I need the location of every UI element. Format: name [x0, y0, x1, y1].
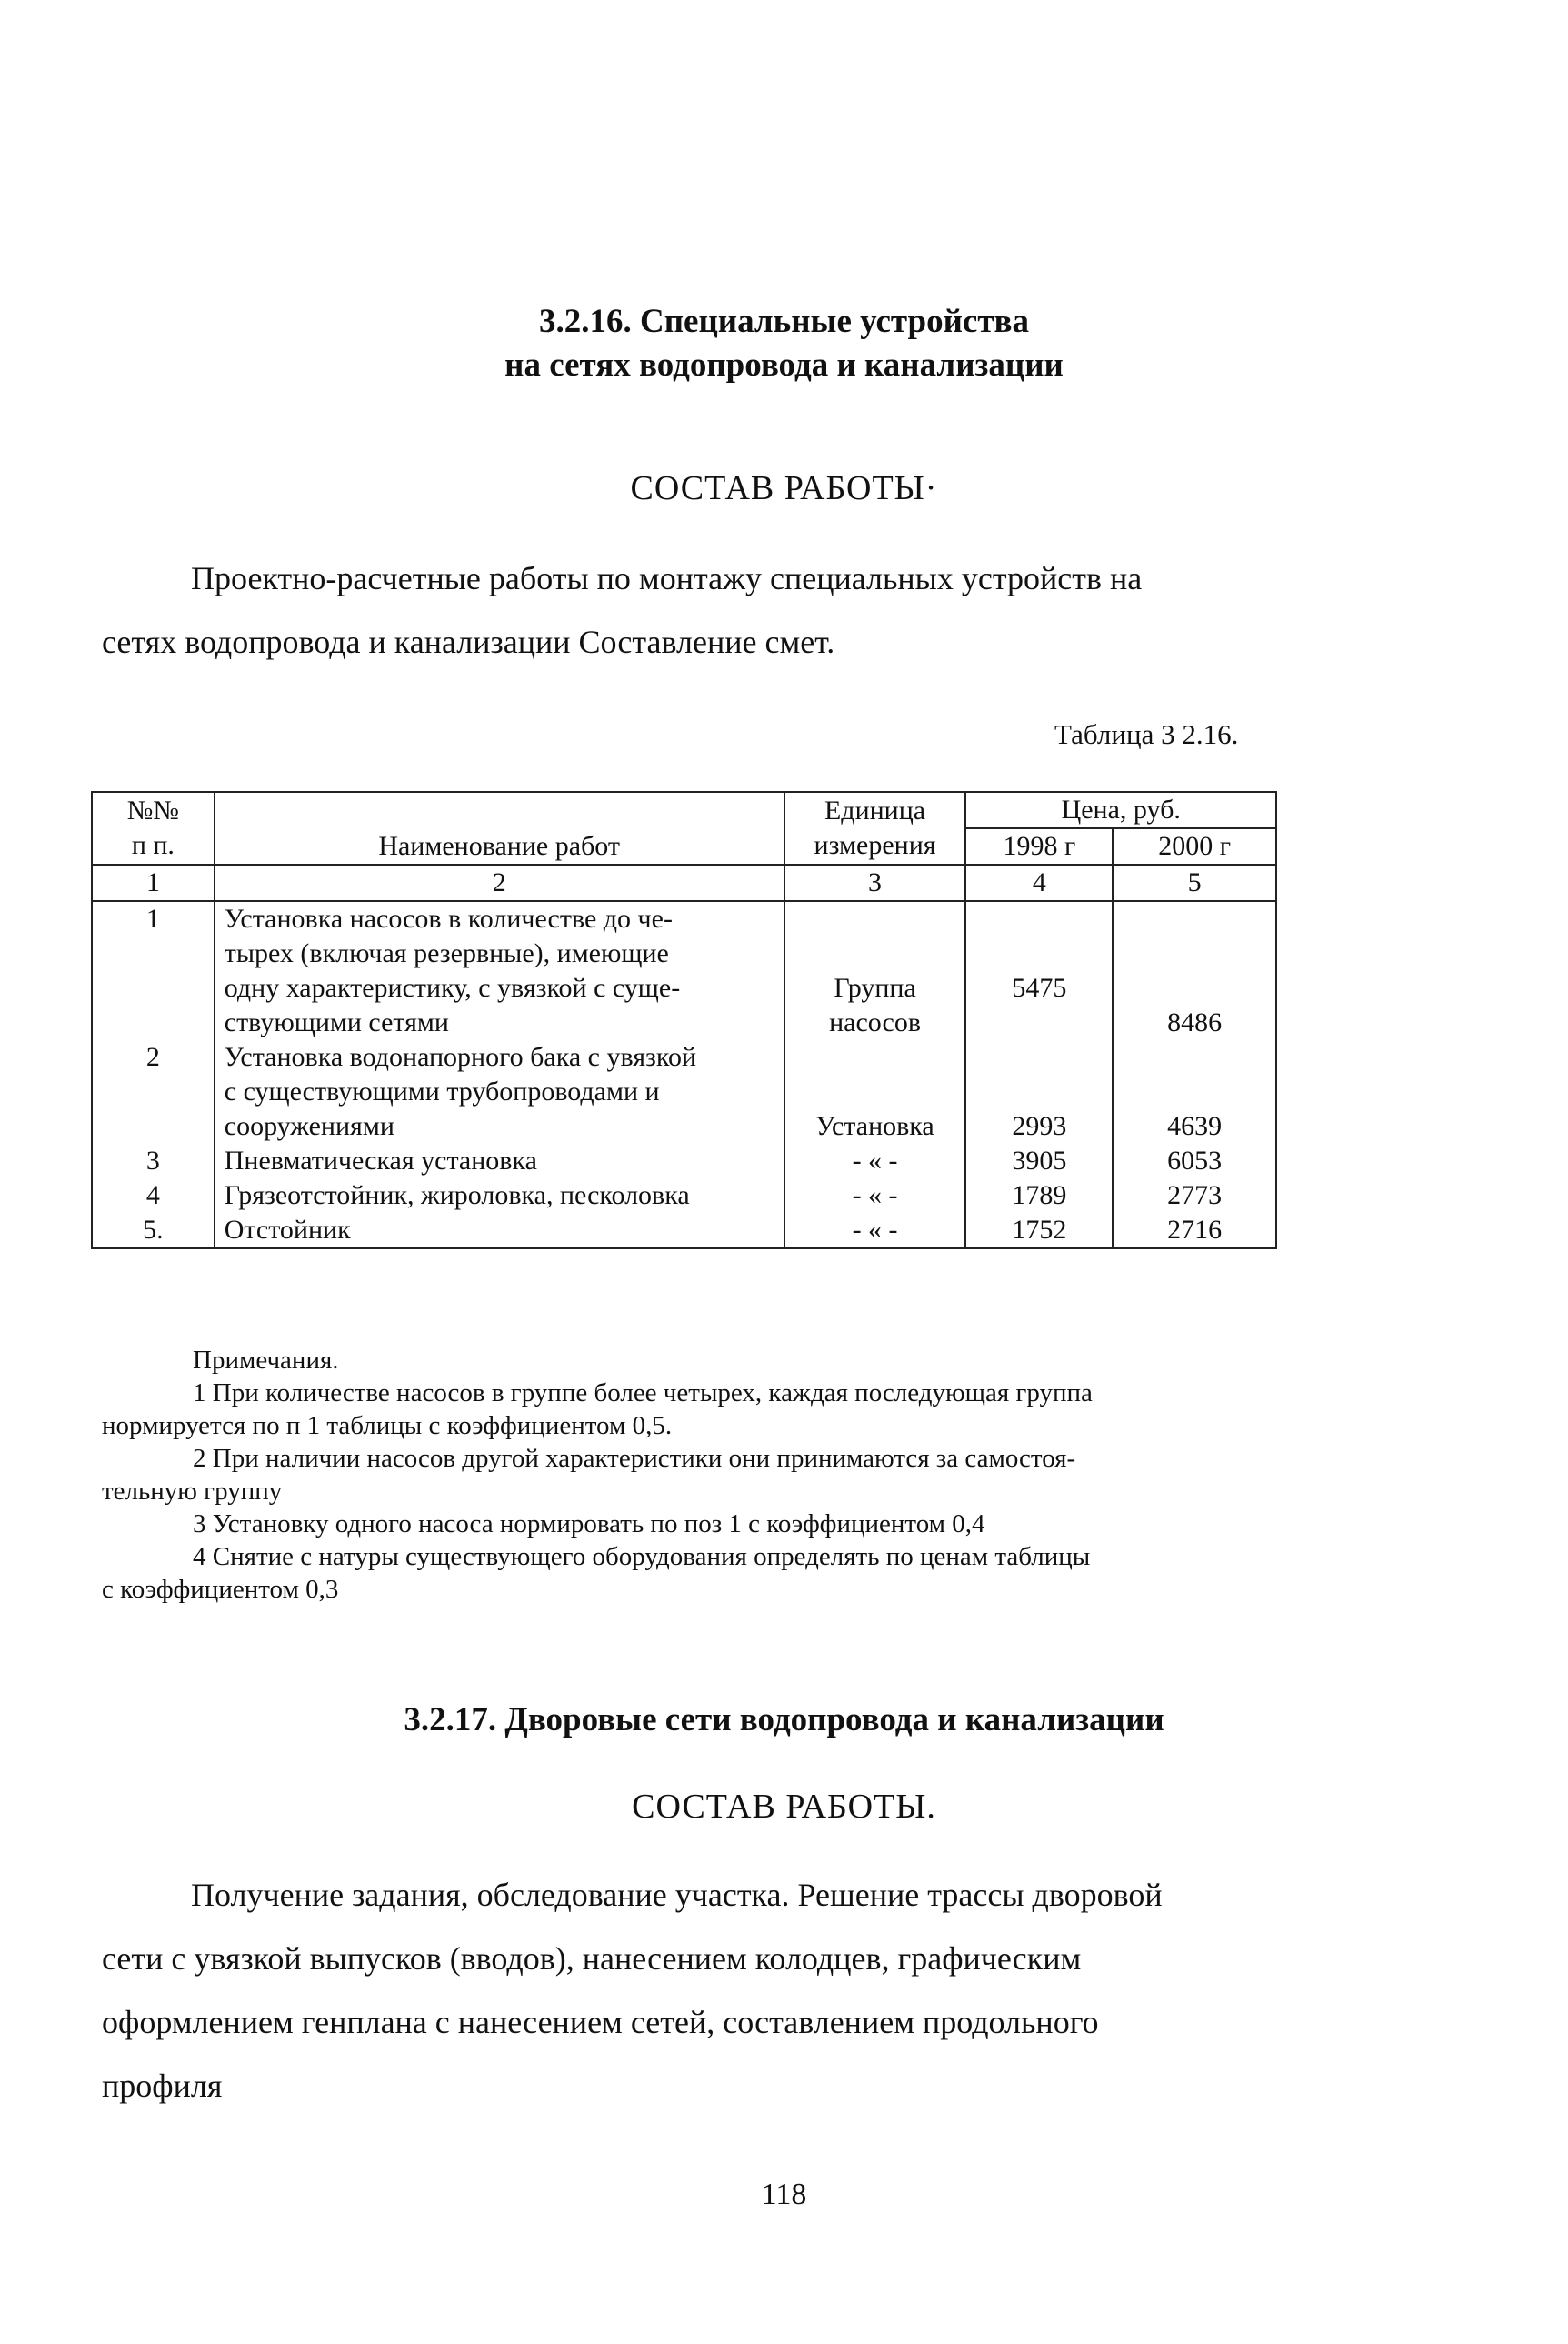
header-number-line2: п п. — [131, 830, 175, 860]
row-price-1998: 1752 — [965, 1213, 1113, 1248]
row-number: 4 — [92, 1178, 215, 1213]
row-price-2000: 2773 — [1113, 1178, 1276, 1213]
row-unit: Установка — [784, 1040, 966, 1144]
row-unit — [784, 901, 966, 1040]
section-heading-2: 3.2.17. Дворовые сети водопровода и канализации — [404, 1701, 1164, 1738]
price-table — [91, 791, 1277, 1249]
table-row — [92, 901, 1276, 1040]
table-caption: Таблица 3 2.16. — [1054, 718, 1239, 750]
section-heading-line1: 3.2.16. Специальные устройства — [538, 303, 1029, 340]
column-number: 1 — [92, 865, 215, 901]
section2-text-line2: сети с увязкой выпусков (вводов), нанесением колодцев, графическим — [102, 1940, 1082, 1977]
header-year-2000: 2000 г — [1113, 828, 1276, 865]
table-row — [92, 1144, 1276, 1178]
section2-text-line4: профиля — [102, 2068, 223, 2104]
column-number: 3 — [784, 865, 966, 901]
work-composition-title: СОСТАВ РАБОТЫ· — [630, 469, 938, 507]
header-name: Наименование работ — [215, 792, 784, 865]
page-number: 118 — [761, 2178, 807, 2211]
row-name: Пневматическая установка — [215, 1144, 784, 1178]
header-year-1998: 1998 г — [965, 828, 1113, 865]
note-4-line1: 4 Снятие с натуры существующего оборудования определять по ценам таблицы — [193, 1542, 1091, 1571]
note-2-line1: 2 При наличии насосов другой характеристики они принимаются за самостоя- — [193, 1444, 1076, 1473]
section2-text-line1: Получение задания, обследование участка. Решение трассы дворовой — [191, 1877, 1163, 1913]
table-row — [92, 1040, 1276, 1144]
note-2-line2: тельную группу — [102, 1477, 283, 1506]
section2-text-line3: оформлением генплана с нанесением сетей, составлением продольного — [102, 2004, 1099, 2040]
row-name-line: с существующими трубопроводами и — [224, 1077, 660, 1107]
header-number-line1: №№ — [126, 796, 179, 826]
row-price-2000: 2716 — [1113, 1213, 1276, 1248]
row-price-2000: 4639 — [1113, 1040, 1276, 1144]
row-price-2000: 8486 — [1113, 901, 1276, 1040]
section-heading — [0, 300, 1568, 387]
table-header-row — [92, 792, 1276, 828]
table-row — [92, 1213, 1276, 1248]
row-name-line: тырех (включая резервные), имеющие — [224, 938, 669, 968]
note-1-line1: 1 При количестве насосов в группе более четырех, каждая последующая группа — [193, 1378, 1093, 1407]
work-description-line2: сетях водопровода и канализации Составление смет. — [102, 624, 835, 660]
row-unit-line: насосов — [829, 1007, 922, 1037]
row-name: Грязеотстойник, жироловка, песколовка — [215, 1178, 784, 1213]
row-number: 5. — [92, 1213, 215, 1248]
row-price-2000: 6053 — [1113, 1144, 1276, 1178]
row-unit: - « - — [784, 1178, 966, 1213]
table-row — [92, 1178, 1276, 1213]
row-unit-line: Группа — [834, 973, 916, 1003]
notes-block — [102, 1344, 1283, 1606]
header-number — [92, 792, 215, 865]
row-name-line: Установка водонапорного бака с увязкой — [224, 1042, 697, 1072]
work-description-line1: Проектно-расчетные работы по монтажу специальных устройств на — [191, 560, 1143, 596]
row-price-1998: 2993 — [965, 1040, 1113, 1144]
note-1-line2: нормируется по п 1 таблицы с коэффициентом 0,5. — [102, 1411, 673, 1440]
work-composition-title-2: СОСТАВ РАБОТЫ. — [632, 1788, 936, 1826]
note-3: 3 Установку одного насоса нормировать по поз 1 с коэффициентом 0,4 — [193, 1509, 985, 1538]
row-name-line: Установка насосов в количестве до че- — [224, 904, 673, 934]
row-number: 1 — [92, 901, 215, 1040]
row-price-1998: 5475 — [965, 901, 1113, 1040]
row-name — [215, 1040, 784, 1144]
column-number: 4 — [965, 865, 1113, 901]
column-number: 2 — [215, 865, 784, 901]
row-name-line: сооружениями — [224, 1111, 394, 1141]
row-number: 3 — [92, 1144, 215, 1178]
header-unit-line2: измерения — [814, 830, 936, 860]
header-price: Цена, руб. — [965, 792, 1276, 828]
row-name: Отстойник — [215, 1213, 784, 1248]
column-number: 5 — [1113, 865, 1276, 901]
row-unit: - « - — [784, 1213, 966, 1248]
note-4-line2: с коэффициентом 0,3 — [102, 1575, 339, 1604]
row-name-line: ствующими сетями — [224, 1007, 449, 1037]
column-numbers-row — [92, 865, 1276, 901]
row-price-1998: 1789 — [965, 1178, 1113, 1213]
row-unit: - « - — [784, 1144, 966, 1178]
notes-title: Примечания. — [193, 1346, 339, 1375]
section-heading-line2: на сетях водопровода и канализации — [504, 346, 1064, 385]
row-name-line: одну характеристику, с увязкой с суще- — [224, 973, 681, 1003]
header-unit — [784, 792, 966, 865]
row-number: 2 — [92, 1040, 215, 1144]
header-unit-line1: Единица — [824, 796, 926, 826]
row-name — [215, 901, 784, 1040]
row-price-1998: 3905 — [965, 1144, 1113, 1178]
